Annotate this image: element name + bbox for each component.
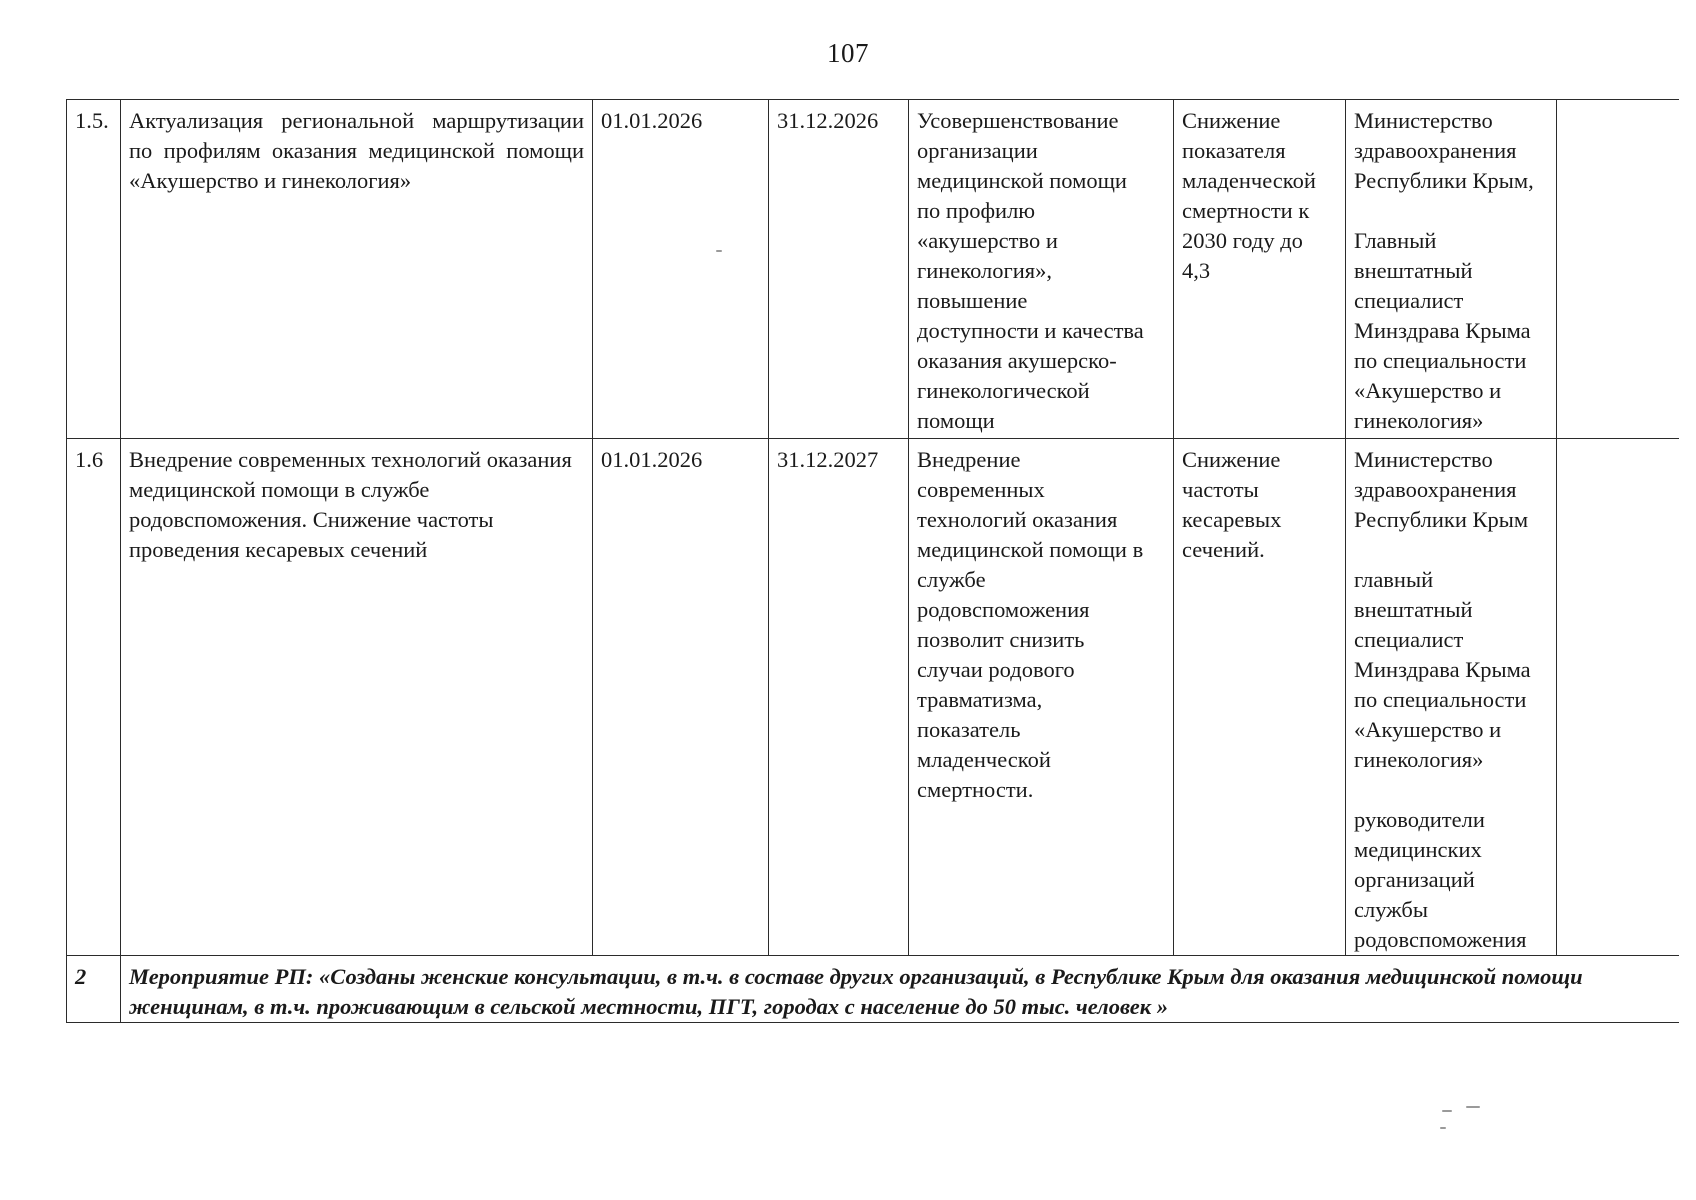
indicator-line: 4,3 — [1182, 258, 1211, 283]
scan-speck — [1466, 1106, 1480, 1108]
indicator-line: Снижение — [1182, 108, 1281, 133]
responsible-line: гинекология» — [1354, 408, 1484, 433]
result-line: гинекологической — [917, 378, 1090, 403]
indicator-line: показателя — [1182, 138, 1286, 163]
indicator-line: младенческой — [1182, 168, 1316, 193]
responsible-line: Министерство — [1354, 447, 1493, 472]
result-line: младенческой — [917, 747, 1051, 772]
result-line: медицинской помощи — [917, 168, 1127, 193]
responsible-line: по специальности — [1354, 348, 1527, 373]
responsible-line: гинекология» — [1354, 747, 1484, 772]
spacer — [1354, 535, 1548, 565]
empty-cell — [1557, 100, 1679, 439]
result-line: травматизма, — [917, 687, 1043, 712]
page-number: 107 — [827, 38, 869, 68]
result-line: родовспоможения — [917, 597, 1090, 622]
responsible-line: руководители — [1354, 807, 1485, 832]
indicator-line: 2030 году до — [1182, 228, 1303, 253]
table-row — [67, 100, 1679, 439]
result-line: оказания акушерско- — [917, 348, 1117, 373]
responsible-line: родовспоможения — [1354, 927, 1527, 952]
responsible-line: Главный — [1354, 228, 1437, 253]
responsible-line: Минздрава Крыма — [1354, 318, 1531, 343]
responsible-line: Минздрава Крыма — [1354, 657, 1531, 682]
spacer — [1354, 775, 1548, 805]
table-row — [67, 439, 1679, 956]
responsible-line: Республики Крым, — [1354, 168, 1534, 193]
responsible-line: службы — [1354, 897, 1428, 922]
scan-speck — [1442, 1110, 1452, 1112]
responsible-line: главный — [1354, 567, 1434, 592]
responsible-line: Республики Крым — [1354, 507, 1529, 532]
activities-table — [66, 99, 1679, 1023]
result-line: по профилю — [917, 198, 1036, 223]
result-line: случаи родового — [917, 657, 1075, 682]
result-line: позволит снизить — [917, 627, 1085, 652]
result-line: современных — [917, 477, 1045, 502]
result-line: показатель — [917, 717, 1021, 742]
indicator-cell — [1174, 100, 1346, 439]
responsible-line: внештатный — [1354, 258, 1473, 283]
row-number: 1.6 — [67, 439, 121, 956]
result-line: помощи — [917, 408, 995, 433]
responsible-line: «Акушерство и — [1354, 378, 1502, 403]
result-line: службе — [917, 567, 986, 592]
indicator-line: сечений. — [1182, 537, 1265, 562]
activity-cell: Актуализация региональной маршрутизации по профилям оказания медицинской помощи «Акушерство и гинекология» — [121, 100, 593, 439]
responsible-cell — [1346, 439, 1557, 956]
responsible-line: специалист — [1354, 288, 1464, 313]
start-date-cell: 01.01.2026 — [593, 100, 769, 439]
result-line: повышение — [917, 288, 1028, 313]
indicator-line: кесаревых — [1182, 507, 1282, 532]
spacer — [1354, 196, 1548, 226]
activity-cell: Внедрение современных технологий оказания медицинской помощи в службе родовспоможения. Снижение частоты проведения кесаревых сечений — [121, 439, 593, 956]
responsible-line: здравоохранения — [1354, 477, 1517, 502]
result-cell — [909, 439, 1174, 956]
indicator-line: Снижение — [1182, 447, 1281, 472]
row-number: 1.5. — [67, 100, 121, 439]
responsible-line: внештатный — [1354, 597, 1473, 622]
end-date-cell: 31.12.2027 — [769, 439, 909, 956]
indicator-cell — [1174, 439, 1346, 956]
result-line: доступности и качества — [917, 318, 1144, 343]
responsible-line: по специальности — [1354, 687, 1527, 712]
result-line: Усовершенствование — [917, 108, 1119, 133]
result-line: медицинской помощи в — [917, 537, 1144, 562]
result-cell — [909, 100, 1174, 439]
scan-speck — [1440, 1127, 1446, 1129]
indicator-line: смертности к — [1182, 198, 1310, 223]
responsible-line: медицинских — [1354, 837, 1482, 862]
result-line: смертности. — [917, 777, 1034, 802]
responsible-cell — [1346, 100, 1557, 439]
section-row — [67, 956, 1679, 1023]
indicator-line: частоты — [1182, 477, 1259, 502]
start-date-cell: 01.01.2026 — [593, 439, 769, 956]
empty-cell — [1557, 439, 1679, 956]
result-line: технологий оказания — [917, 507, 1118, 532]
result-line: Внедрение — [917, 447, 1021, 472]
responsible-line: «Акушерство и — [1354, 717, 1502, 742]
section-title: Мероприятие РП: «Созданы женские консультации, в т.ч. в составе других организаций, в Республике Крым для оказания медицинской помощи женщинам, в т.ч. проживающим в сельской местности, ПГТ, городах с население до 50 тыс. человек » — [121, 956, 1679, 1023]
result-line: гинекология», — [917, 258, 1053, 283]
scan-speck — [716, 250, 722, 252]
responsible-line: организаций — [1354, 867, 1475, 892]
responsible-line: здравоохранения — [1354, 138, 1517, 163]
responsible-line: специалист — [1354, 627, 1464, 652]
result-line: «акушерство и — [917, 228, 1058, 253]
section-number: 2 — [67, 956, 121, 1023]
end-date-cell: 31.12.2026 — [769, 100, 909, 439]
responsible-line: Министерство — [1354, 108, 1493, 133]
result-line: организации — [917, 138, 1038, 163]
